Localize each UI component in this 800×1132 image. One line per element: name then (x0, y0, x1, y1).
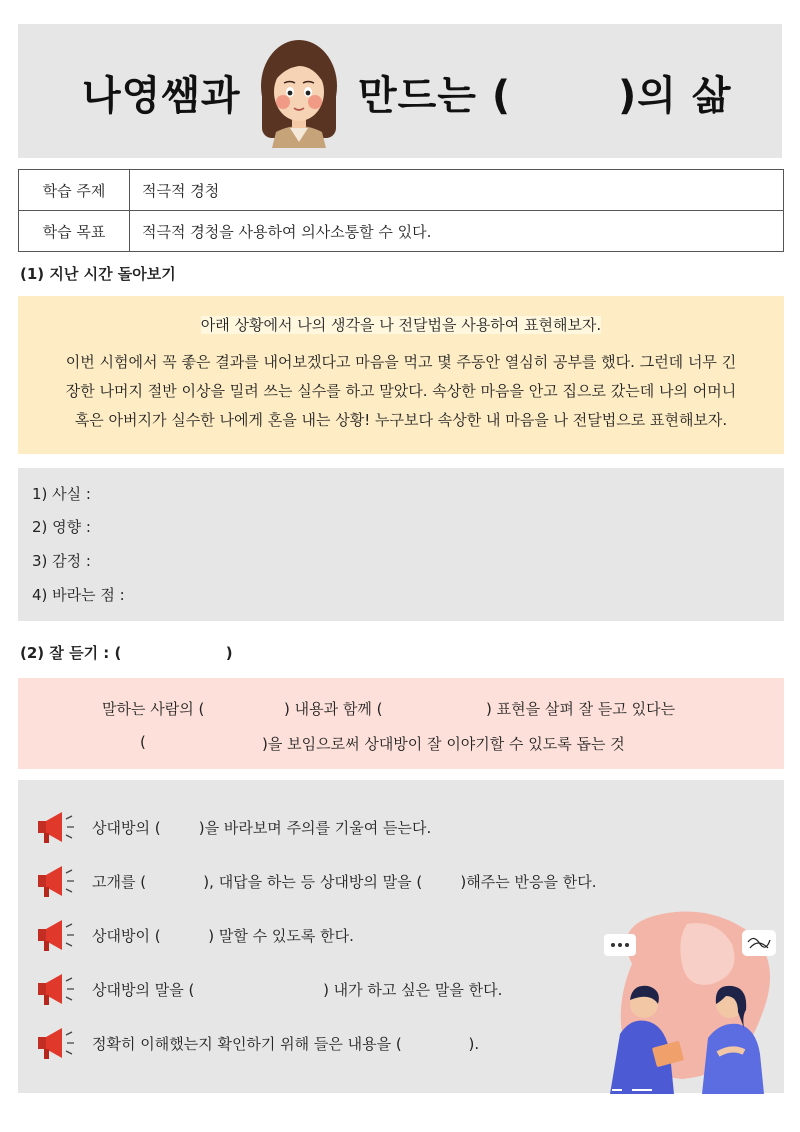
tip-text: 고개를 ( ), 대답을 하는 등 상대방의 말을 ( )해주는 반응을 한다. (92, 873, 597, 891)
megaphone-icon (36, 807, 78, 847)
title-mid: 만드는 ( (358, 73, 512, 119)
tips-box (18, 780, 784, 1093)
table-row (19, 211, 784, 252)
lesson-info-table (18, 169, 784, 252)
listening-people-illustration (592, 904, 782, 1094)
definition-part: )을 보임으로써 상대방이 잘 이야기할 수 있도록 돕는 것 (262, 735, 625, 753)
feeling-item: 3) 감정 : (32, 552, 91, 570)
teacher-avatar-icon (256, 36, 342, 148)
megaphone-icon (36, 915, 78, 955)
fact-item: 1) 사실 : (32, 485, 91, 503)
page-header (18, 24, 782, 158)
scenario-line: 장한 나머지 절반 이상을 밀려 쓰는 실수를 하고 말았다. 속상한 마음을 안고 집으로 갔는데 나의 어머니 (65, 382, 737, 400)
goal-value: 적극적 경청을 사용하여 의사소통할 수 있다. (130, 211, 784, 252)
definition-box (18, 678, 784, 769)
megaphone-icon (36, 1023, 78, 1063)
tip-text: 상대방이 ( ) 말할 수 있도록 한다. (92, 927, 354, 945)
megaphone-icon (36, 861, 78, 901)
title-left: 나영쌤과 (82, 73, 241, 119)
effect-item: 2) 영향 : (32, 518, 91, 536)
table-row (19, 170, 784, 211)
scenario-line: 이번 시험에서 꼭 좋은 결과를 내어보겠다고 마음을 먹고 몇 주동안 열심히 공부를 했다. 그런데 너무 긴 (65, 353, 737, 371)
definition-part: ) 내용과 함께 ( (284, 700, 383, 718)
scenario-line: 혹은 아버지가 실수한 나에게 혼을 내는 상황! 누구보다 속상한 내 마음을 나 전달법으로 표현해보자. (74, 411, 728, 429)
definition-part: ( (140, 733, 146, 751)
scenario-prompt (18, 314, 784, 335)
tip-text: 정확히 이해했는지 확인하기 위해 들은 내용을 ( ). (92, 1035, 480, 1053)
section1-title: (1) 지난 시간 돌아보기 (20, 265, 176, 283)
topic-value: 적극적 경청 (130, 170, 784, 211)
scenario-prompt-text: 아래 상황에서 나의 생각을 나 전달법을 사용하여 표현해보자. (200, 316, 602, 334)
topic-label: 학습 주제 (19, 170, 130, 211)
section2-title: (2) 잘 듣기 : ( ) (20, 644, 233, 662)
scenario-text (38, 348, 764, 435)
scenario-box (18, 296, 784, 454)
answer-box (18, 468, 784, 621)
wish-item: 4) 바라는 점 : (32, 586, 125, 604)
definition-part: 말하는 사람의 ( (102, 700, 205, 718)
tip-text: 상대방의 ( )을 바라보며 주의를 기울여 듣는다. (92, 819, 432, 837)
megaphone-icon (36, 969, 78, 1009)
goal-label: 학습 목표 (19, 211, 130, 252)
tip-text: 상대방의 말을 ( ) 내가 하고 싶은 말을 한다. (92, 981, 503, 999)
definition-part: ) 표현을 살펴 잘 듣고 있다는 (486, 700, 676, 718)
title-right: )의 삶 (618, 73, 732, 119)
